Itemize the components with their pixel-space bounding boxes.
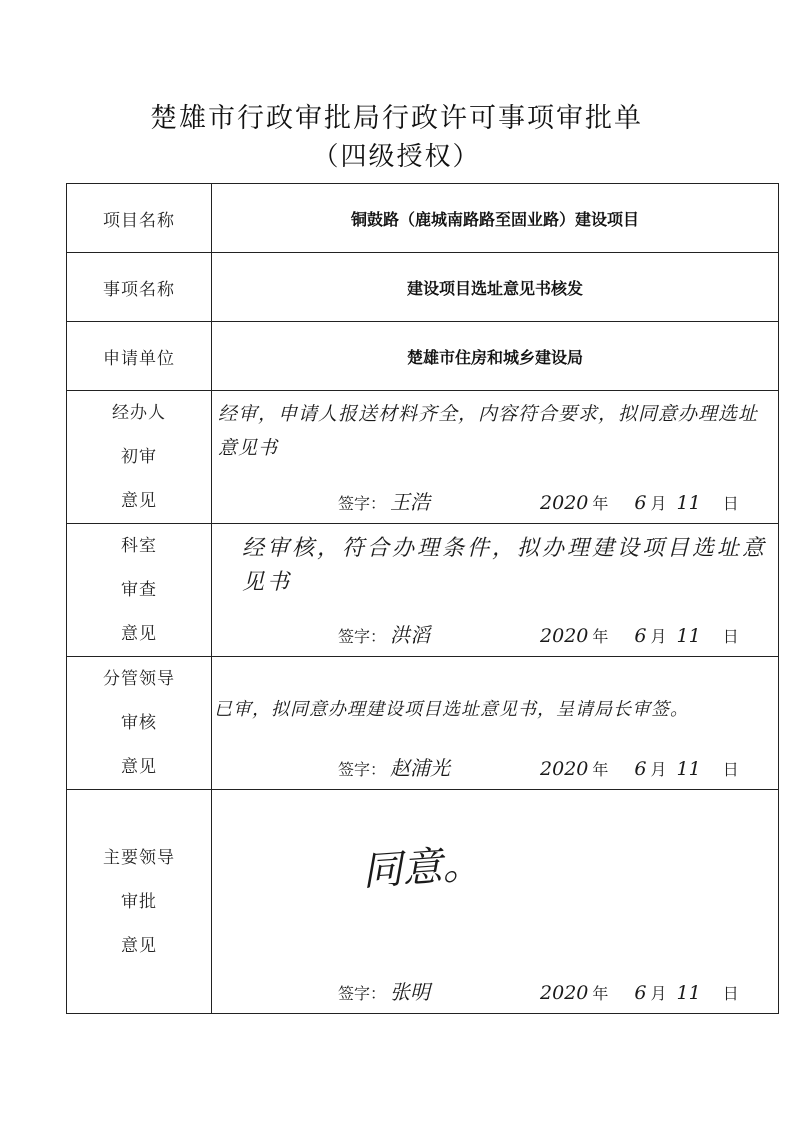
row-section-opinion xyxy=(67,524,779,657)
section-opinion-cell xyxy=(212,524,779,657)
row-director-opinion xyxy=(67,790,779,1014)
sign-day: 11 xyxy=(676,982,701,1004)
label-line: 经办人 xyxy=(112,403,166,423)
handler-opinion-cell xyxy=(212,391,779,524)
approval-form-table xyxy=(66,183,779,1014)
section-signature-line xyxy=(338,619,743,648)
handler-opinion-label xyxy=(67,391,212,524)
handler-signature: 王浩 xyxy=(390,490,431,514)
project-name-label: 项目名称 xyxy=(67,184,212,253)
sign-month: 6 xyxy=(634,492,647,514)
year-unit: 年 xyxy=(592,760,609,779)
form-title: 楚雄市行政审批局行政许可事项审批单 xyxy=(150,103,643,134)
month-unit: 月 xyxy=(650,984,667,1003)
deputy-opinion-label xyxy=(67,657,212,790)
day-unit: 日 xyxy=(722,627,739,646)
month-unit: 月 xyxy=(650,627,667,646)
deputy-signature-line xyxy=(338,752,743,781)
label-line: 分管领导 xyxy=(103,669,175,689)
month-unit: 月 xyxy=(650,760,667,779)
director-opinion-cell xyxy=(212,790,779,1014)
sign-day: 11 xyxy=(676,492,701,514)
label-line: 审查 xyxy=(121,580,157,600)
sign-month: 6 xyxy=(634,625,647,647)
deputy-opinion-text: 已审，拟同意办理建设项目选址意见书，呈请局长审签。 xyxy=(214,699,689,720)
sign-label: 签字： xyxy=(338,494,387,513)
month-unit: 月 xyxy=(650,494,667,513)
row-project-name xyxy=(67,184,779,253)
item-name-label: 事项名称 xyxy=(67,253,212,322)
item-name-value: 建设项目选址意见书核发 xyxy=(212,253,779,322)
project-name-value: 铜鼓路（鹿城南路路至固业路）建设项目 xyxy=(212,184,779,253)
year-unit: 年 xyxy=(592,494,609,513)
row-deputy-opinion xyxy=(67,657,779,790)
row-applicant xyxy=(67,322,779,391)
section-opinion-text: 经审核，符合办理条件，拟办理建设项目选址意见书 xyxy=(242,536,768,595)
label-line: 审核 xyxy=(121,713,157,733)
label-line: 意见 xyxy=(121,935,157,956)
sign-year: 2020 xyxy=(540,492,589,514)
label-line: 主要领导 xyxy=(103,847,175,868)
label-line: 初审 xyxy=(121,447,157,467)
day-unit: 日 xyxy=(722,494,739,513)
label-line: 意见 xyxy=(121,624,157,644)
applicant-label: 申请单位 xyxy=(67,322,212,391)
applicant-value: 楚雄市住房和城乡建设局 xyxy=(212,322,779,391)
label-line: 意见 xyxy=(121,491,157,511)
year-unit: 年 xyxy=(592,627,609,646)
director-opinion-label xyxy=(67,790,212,1014)
deputy-signature: 赵浦光 xyxy=(390,756,451,780)
row-item-name xyxy=(67,253,779,322)
section-signature: 洪滔 xyxy=(390,623,431,647)
director-opinion-text: 同意。 xyxy=(360,840,484,896)
form-subtitle: （四级授权） xyxy=(312,142,481,172)
sign-label: 签字： xyxy=(338,984,387,1003)
sign-year: 2020 xyxy=(540,625,589,647)
director-signature-line xyxy=(338,976,743,1005)
handler-opinion-text: 经审，申请人报送材料齐全，内容符合要求，拟同意办理选址意见书 xyxy=(218,403,759,459)
deputy-opinion-cell xyxy=(212,657,779,790)
sign-label: 签字： xyxy=(338,760,387,779)
label-line: 科室 xyxy=(121,536,157,556)
handler-signature-line xyxy=(338,486,743,515)
sign-day: 11 xyxy=(676,758,701,780)
year-unit: 年 xyxy=(592,984,609,1003)
label-line: 审批 xyxy=(121,891,157,912)
sign-year: 2020 xyxy=(540,758,589,780)
sign-day: 11 xyxy=(676,625,701,647)
day-unit: 日 xyxy=(722,984,739,1003)
director-signature: 张明 xyxy=(390,980,431,1004)
day-unit: 日 xyxy=(722,760,739,779)
section-opinion-label xyxy=(67,524,212,657)
row-handler-opinion xyxy=(67,391,779,524)
sign-label: 签字： xyxy=(338,627,387,646)
sign-month: 6 xyxy=(634,758,647,780)
label-line: 意见 xyxy=(121,757,157,777)
sign-month: 6 xyxy=(634,982,647,1004)
sign-year: 2020 xyxy=(540,982,589,1004)
